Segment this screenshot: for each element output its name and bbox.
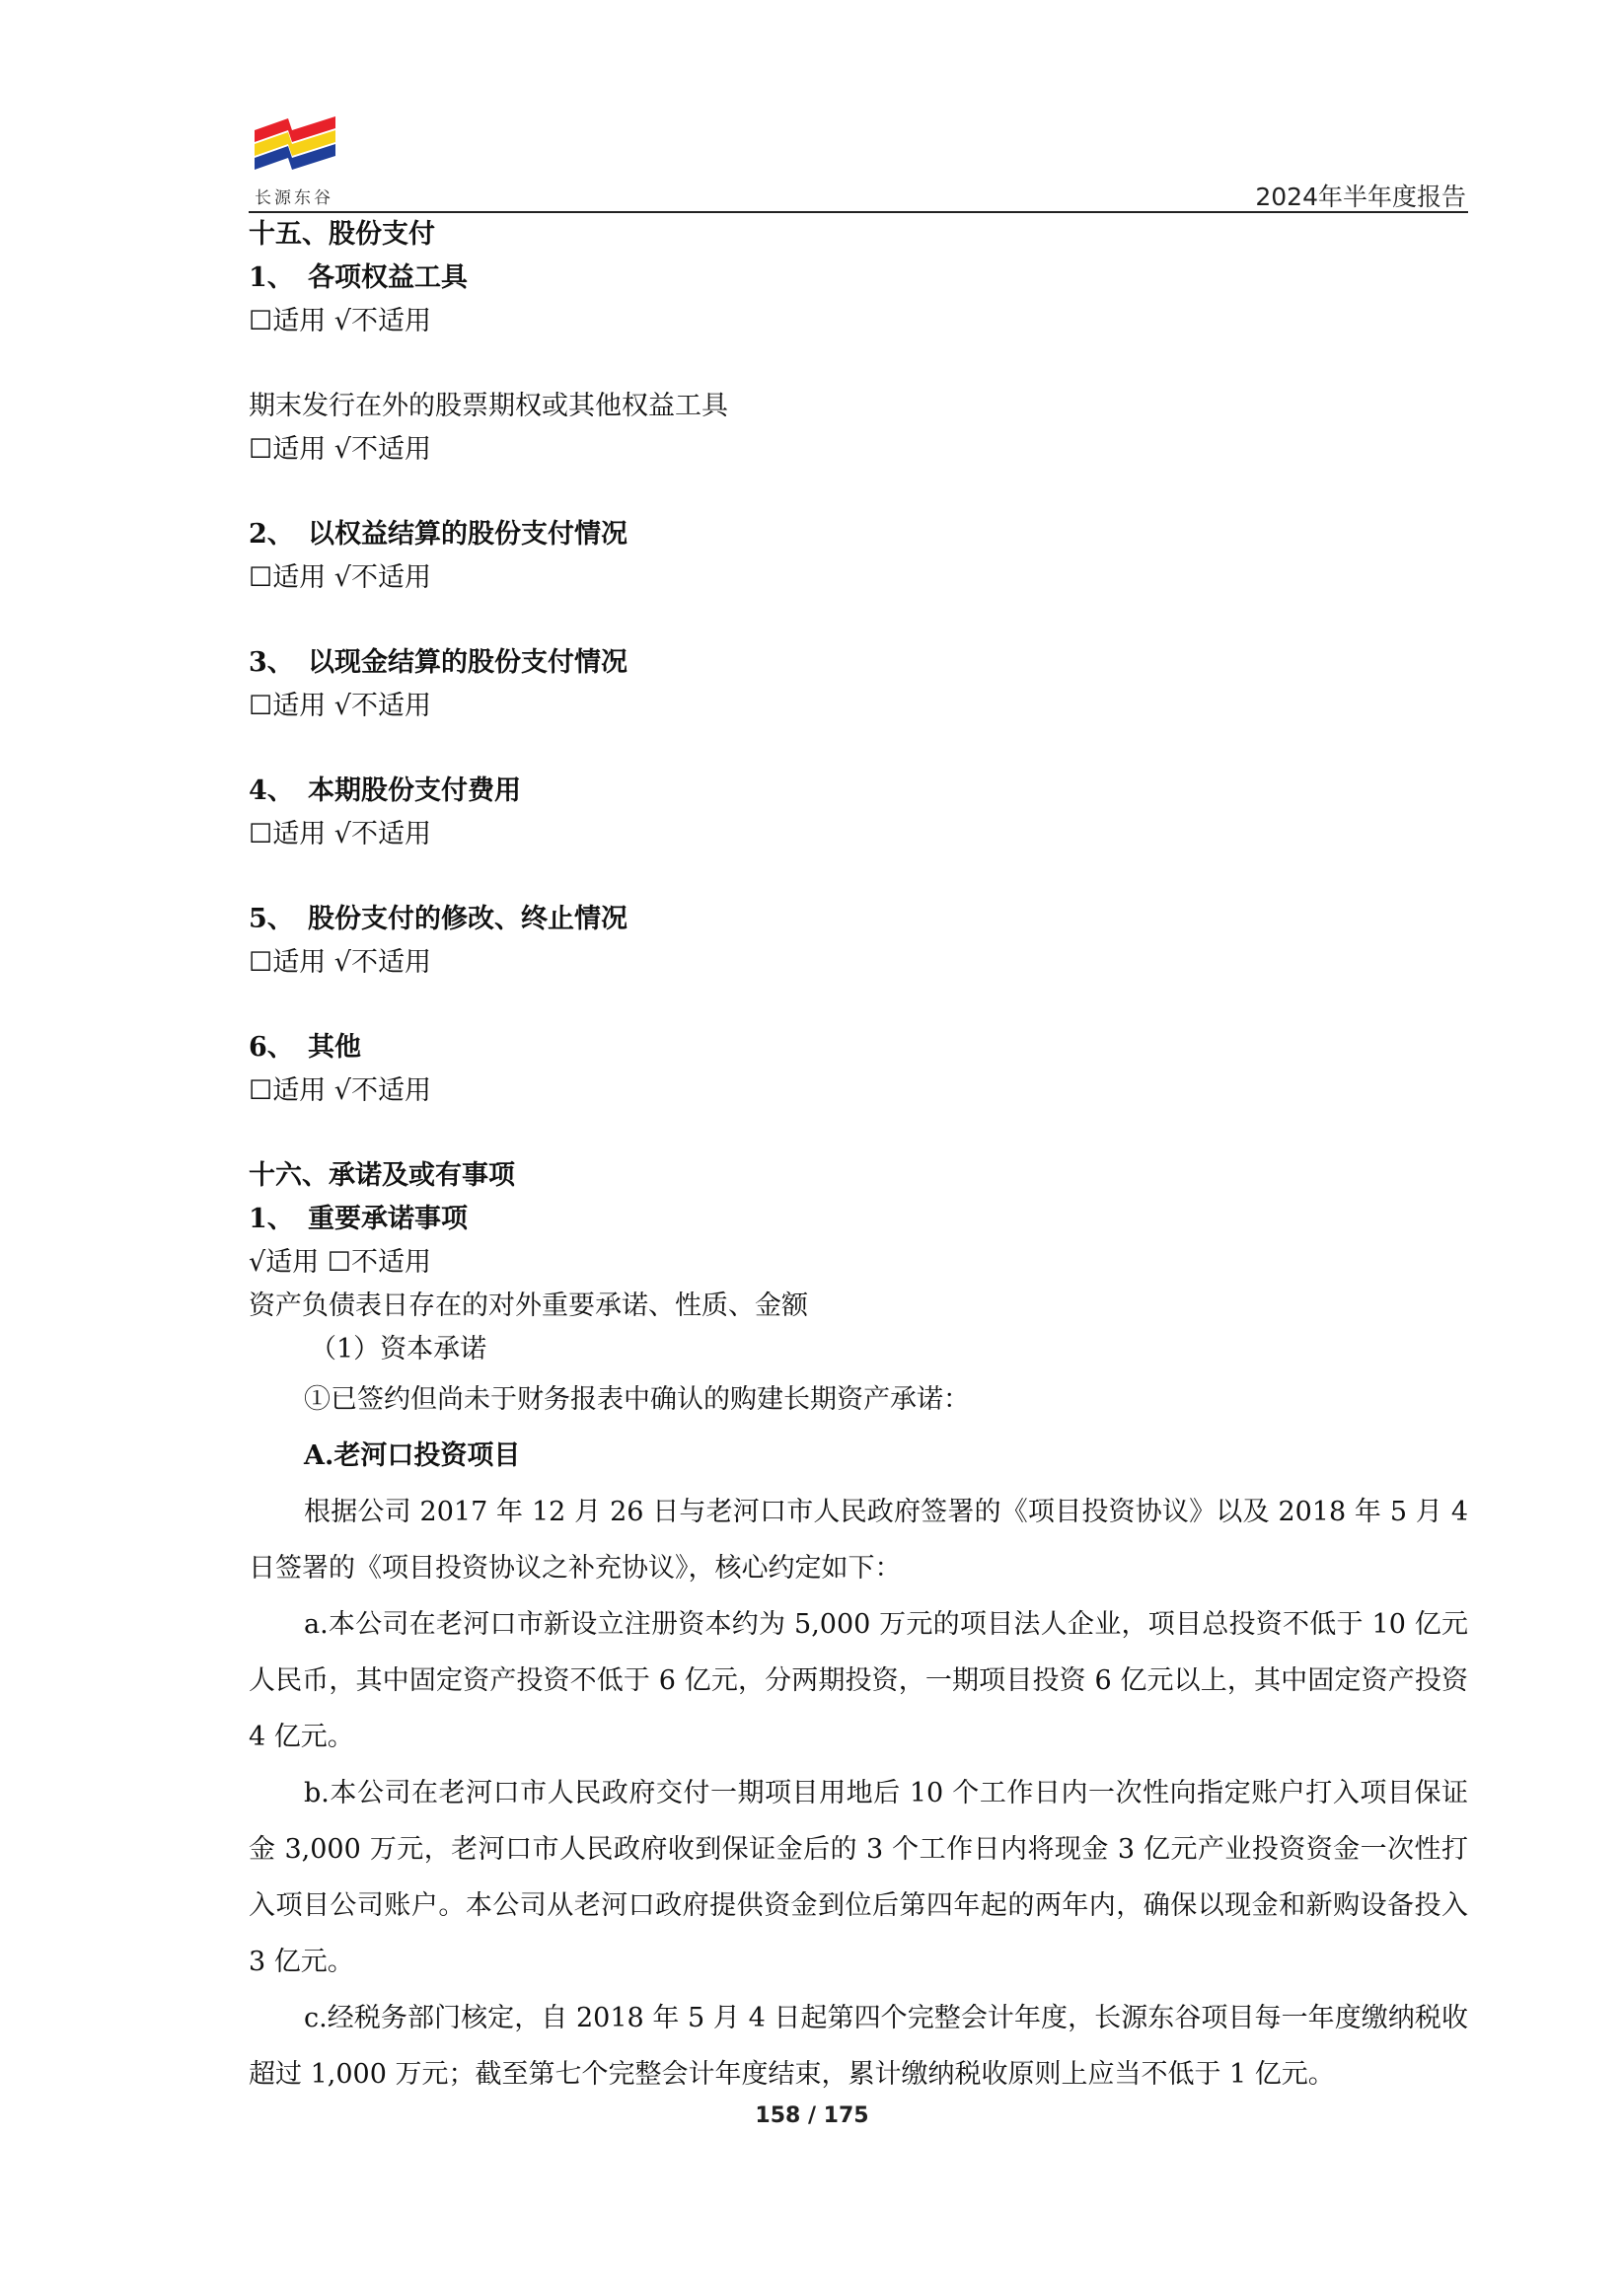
applicability-15-4: ☐适用 √不适用 xyxy=(249,819,431,849)
subsection-16-1-title xyxy=(249,1198,1468,1241)
term-c-paragraph: c.经税务部门核定，自 2018 年 5 月 4 日起第四个完整会计年度，长源东谷项目每一年度缴纳税收超过 1,000 万元；截至第七个完整会计年度结束，累计缴纳税收原则上应当不低于 1 亿元。 xyxy=(249,2003,1468,2090)
subsection-number: 1、 xyxy=(249,1204,294,1234)
subsection-number: 3、 xyxy=(249,647,294,678)
subsection-label: 其他 xyxy=(308,1032,361,1063)
page-number: 158 / 175 xyxy=(755,2103,869,2128)
applicability-15-6: ☐适用 √不适用 xyxy=(249,1075,431,1106)
subsection-15-3-title xyxy=(249,641,1468,685)
applicability-15-2: ☐适用 √不适用 xyxy=(249,562,431,593)
applicability-15-1-sub: ☐适用 √不适用 xyxy=(249,434,431,465)
subsection-label: 以现金结算的股份支付情况 xyxy=(308,647,627,678)
equity-instruments-heading: 期末发行在外的股票期权或其他权益工具 xyxy=(249,391,728,421)
capital-commitment-heading: （1）资本承诺 xyxy=(310,1334,487,1364)
subsection-15-6-title xyxy=(249,1026,1468,1069)
subsection-number: 4、 xyxy=(249,775,294,806)
applicability-16-1: √适用 ☐不适用 xyxy=(249,1247,431,1278)
document-body xyxy=(249,213,1468,2102)
subsection-15-4-title xyxy=(249,770,1468,813)
applicability-15-1: ☐适用 √不适用 xyxy=(249,306,431,336)
subsection-number: 5、 xyxy=(249,904,294,934)
term-a-paragraph: a.本公司在老河口市新设立注册资本约为 5,000 万元的项目法人企业，项目总投资不低于 10 亿元人民币，其中固定资产投资不低于 6 亿元，分两期投资，一期项目投资 6 亿元以上，其中固定资产投资 4 亿元。 xyxy=(249,1609,1468,1752)
subsection-number: 2、 xyxy=(249,519,294,550)
subsection-15-2-title xyxy=(249,513,1468,556)
commitments-intro: 资产负债表日存在的对外重要承诺、性质、金额 xyxy=(249,1290,808,1321)
agreement-paragraph: 根据公司 2017 年 12 月 26 日与老河口市人民政府签署的《项目投资协议》以及 2018 年 5 月 4 日签署的《项目投资协议之补充协议》，核心约定如下： xyxy=(249,1497,1468,1584)
logo-text: 长源东谷 xyxy=(255,188,333,208)
section-16-title: 十六、承诺及或有事项 xyxy=(249,1160,515,1191)
subsection-number: 6、 xyxy=(249,1032,294,1063)
signed-commitments-heading: ①已签约但尚未于财务报表中确认的购建长期资产承诺： xyxy=(304,1384,970,1415)
report-title: 2024年半年度报告 xyxy=(1255,183,1466,211)
subsection-15-5-title xyxy=(249,898,1468,941)
applicability-15-5: ☐适用 √不适用 xyxy=(249,947,431,978)
term-b-paragraph: b.本公司在老河口市人民政府交付一期项目用地后 10 个工作日内一次性向指定账户打入项目保证金 3,000 万元，老河口市人民政府收到保证金后的 3 个工作日内将现金 3 亿元产业投资资金一次性打入项目公司账户。本公司从老河口政府提供资金到位后第四年起的两年内，确保以现金和新购设备投入 3 亿元。 xyxy=(249,1778,1468,1977)
subsection-number: 1、 xyxy=(249,262,294,293)
section-15-title: 十五、股份支付 xyxy=(249,219,435,250)
subsection-label: 以权益结算的股份支付情况 xyxy=(308,519,627,550)
subsection-label: 股份支付的修改、终止情况 xyxy=(308,904,627,934)
subsection-15-1-title xyxy=(249,257,1468,300)
company-logo-icon xyxy=(255,116,335,180)
project-heading: A.老河口投资项目 xyxy=(304,1440,521,1471)
subsection-label: 各项权益工具 xyxy=(308,262,468,293)
subsection-label: 重要承诺事项 xyxy=(308,1204,468,1234)
applicability-15-3: ☐适用 √不适用 xyxy=(249,691,431,721)
subsection-label: 本期股份支付费用 xyxy=(308,775,521,806)
